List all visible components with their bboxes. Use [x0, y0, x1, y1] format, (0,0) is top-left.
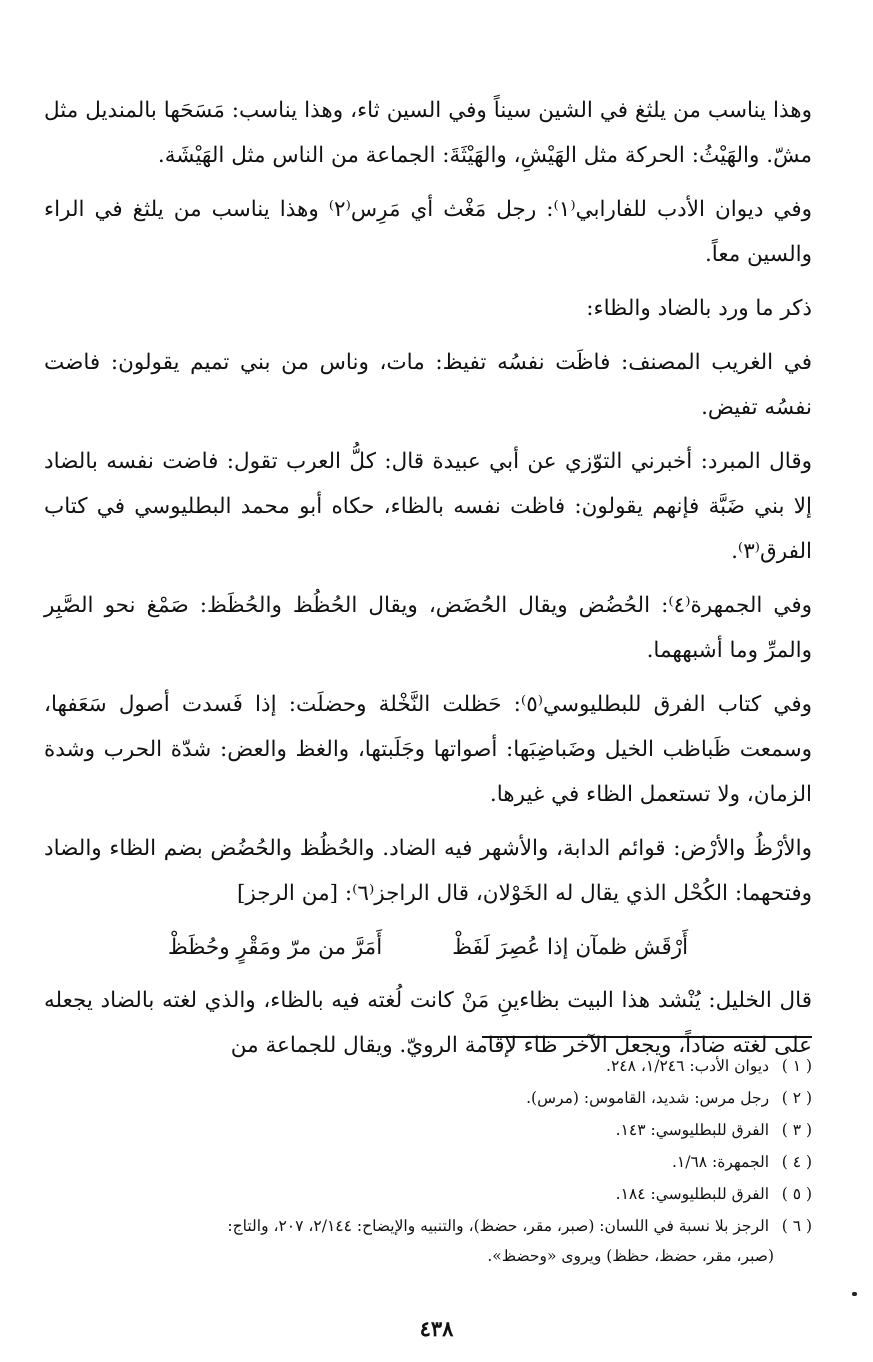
- footnote-divider: [482, 1036, 812, 1038]
- footnote-number: ( ٣ ): [781, 1121, 812, 1139]
- paragraph: وقال المبرد: أخبرني التوّزي عن أبي عبيدة قال: كلُّ العرب تقول: فاضت نفسه بالضاد إلا بني ضَبَّة فإنهم يقولون: فاظت نفسه بالظاء، حكاه أبو محمد البطليوسي في كتاب الفرق⁽٣⁾.: [44, 449, 812, 564]
- paragraph: قال الخليل: يُنْشد هذا البيت بظاءينِ مَنْ كانت لُغته فيه بالظاء، والذي لغته بالضاد يجعله على لغته ضاداً، ويجعل الآخر ظاء لإقامة الرويّ. ويقال للجماعة من: [44, 988, 812, 1058]
- footnote: [44, 1082, 812, 1114]
- footnote-text: الفرق للبطليوسي: ١٤٣.: [615, 1121, 770, 1139]
- footnote-number: ( ٢ ): [781, 1089, 812, 1107]
- footnote-text: رجل مرس: شديد، القاموس: (مرس).: [526, 1089, 770, 1107]
- footnote-text: الفرق للبطليوسي: ١٨٤.: [615, 1185, 770, 1203]
- footnote: [44, 1210, 812, 1242]
- print-speck: [852, 1292, 857, 1296]
- footnote: [44, 1178, 812, 1210]
- footnote-number: ( ٦ ): [781, 1217, 812, 1235]
- paragraph: وفي كتاب الفرق للبطليوسي⁽٥⁾: حَظلت النَّخْلة وحضلَت: إذا فَسدت أصول سَعَفها، وسمعت ظَباظب الخيل وضَباضِبَها: أصواتها وجَلَبتها، والغظ والعض: شدّة الحرب وشدة الزمان، ولا تستعمل الظاء في غيرها.: [44, 692, 812, 807]
- paragraph: والأرْظُ والأرْض: قوائم الدابة، والأشهر فيه الضاد. والحُظُظ والحُضُض بضم الظاء والضاد وفتحهما: الكُحْل الذي يقال له الخَوْلان، قال الراجز⁽٦⁾: [من الرجز]: [44, 836, 812, 906]
- paragraph: وفي ديوان الأدب للفارابي⁽١⁾: رجل مَغْث أي مَرِس⁽٢⁾ وهذا يناسب من يلثغ في الراء والسين معاً.: [44, 197, 813, 267]
- footnote: [44, 1146, 812, 1178]
- footnote-text: ديوان الأدب: ١/٢٤٦، ٢٤٨.: [606, 1057, 770, 1075]
- footnote-number: ( ٤ ): [781, 1153, 812, 1171]
- footnote-continuation: (صبر، مقر، حضظ، حظظ) ويروى «وحضظ».: [487, 1247, 774, 1265]
- footnotes: [44, 1050, 812, 1270]
- section-heading: ذكر ما ورد بالضاد والظاء:: [586, 296, 812, 321]
- verse-second-hemistich: أَمَرَّ من مرّ ومَقْرٍ وحُظَظْ: [167, 935, 383, 960]
- main-text: [44, 88, 812, 1077]
- footnote-number: ( ٥ ): [781, 1185, 812, 1203]
- footnote-text: الرجز بلا نسبة في اللسان: (صبر، مقر، حضظ)، والتنبيه والإيضاح: ٢/١٤٤، ٢٠٧، والتاج:: [227, 1217, 770, 1235]
- paragraph: وهذا يناسب من يلثغ في الشين سيناً وفي السين ثاء، وهذا يناسب: مَسَحَها بالمنديل مثل مشّ. والهَيْثُ: الحركة مثل الهَيْشِ، والهَيْثَةَ: الجماعة من الناس مثل الهَيْشَة.: [44, 98, 812, 168]
- footnote-text: الجمهرة: ١/٦٨.: [671, 1153, 770, 1171]
- paragraph: في الغريب المصنف: فاظَت نفسُه تفيظ: مات، وناس من بني تميم يقولون: فاضت نفسُه تفيض.: [44, 350, 812, 420]
- footnote: [44, 1050, 812, 1082]
- footnote: [44, 1114, 812, 1146]
- poem-verse: [44, 925, 812, 970]
- footnote-number: ( ١ ): [781, 1057, 812, 1075]
- paragraph: وفي الجمهرة⁽٤⁾: الحُضُض ويقال الحُضَض، ويقال الحُظُظ والحُظَظ: صَمْغ نحو الصَّبِر والمرِّ وما أشبههما.: [44, 593, 812, 663]
- verse-first-hemistich: أَرْقَش ظمآن إذا عُصِرَ لَفَظْ: [452, 935, 689, 960]
- page-number: ٤٣٨: [419, 1316, 454, 1341]
